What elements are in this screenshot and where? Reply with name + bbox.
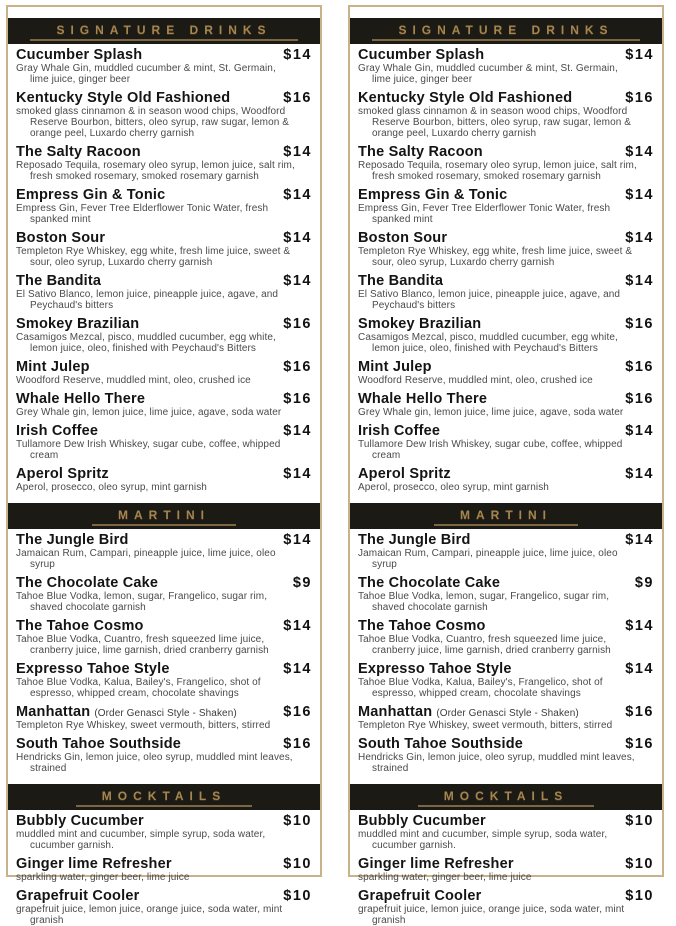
- item-name: Whale Hello There: [358, 391, 488, 407]
- section-header-mocktails: [350, 784, 662, 810]
- item-price: $16: [283, 704, 312, 720]
- menu-panel-right: [348, 5, 664, 926]
- item-head: [16, 466, 312, 482]
- item-name: The Salty Racoon: [358, 144, 483, 160]
- item-name: South Tahoe Southside: [16, 736, 182, 752]
- item-price: $14: [283, 661, 312, 677]
- item-head: [358, 813, 654, 829]
- menu-item-expresso-tahoe-style: [358, 661, 654, 699]
- item-head: [16, 273, 312, 289]
- item-price: $14: [283, 144, 312, 160]
- item-head: [16, 736, 312, 752]
- item-description: Reposado Tequila, rosemary oleo syrup, lemon juice, salt rim, fresh smoked rosemary, smoked rosemary garnish: [16, 160, 295, 182]
- item-head: [358, 359, 654, 375]
- item-price: $16: [283, 736, 312, 752]
- item-price: $9: [292, 575, 312, 591]
- section-header-mocktails: [8, 784, 320, 810]
- item-name: Expresso Tahoe Style: [16, 661, 170, 677]
- item-price: $14: [625, 47, 654, 63]
- item-price: $14: [625, 423, 654, 439]
- item-head: [358, 391, 654, 407]
- item-head: [16, 532, 312, 548]
- item-price: $16: [625, 90, 654, 106]
- item-name: Mint Julep: [16, 359, 90, 375]
- item-head: [358, 856, 654, 872]
- item-description: Templeton Rye Whiskey, egg white, fresh lime juice, sweet & sour, oleo syrup, Luxardo cherry garnish: [358, 246, 633, 268]
- menu-item-ginger-lime-refresher: [16, 856, 312, 883]
- menu-item-the-bandita: [358, 273, 654, 311]
- item-description: Woodford Reserve, muddled mint, oleo, crushed ice: [16, 375, 251, 386]
- section-items-mocktails: [350, 810, 662, 926]
- menu-item-boston-sour: [358, 230, 654, 268]
- section-title: MARTINI: [92, 505, 236, 526]
- section-header-martini: [350, 503, 662, 529]
- menu-item-whale-hello-there: [358, 391, 654, 418]
- item-name: Manhattan: [16, 704, 91, 720]
- item-description: Hendricks Gin, lemon juice, oleo syrup, muddled mint leaves, strained: [16, 752, 293, 774]
- item-head: [16, 813, 312, 829]
- item-name: Aperol Spritz: [16, 466, 109, 482]
- item-description: Aperol, prosecco, oleo syrup, mint garnish: [358, 482, 549, 493]
- item-price: $14: [625, 661, 654, 677]
- item-description: Casamigos Mezcal, pisco, muddled cucumber, egg white, lemon juice, oleo, finished with Peychaud's Bitters: [16, 332, 276, 354]
- item-head: [16, 661, 312, 677]
- menu-item-smokey-brazilian: [358, 316, 654, 354]
- section-items-signature-drinks: [8, 44, 320, 493]
- item-description: Tahoe Blue Vodka, Kalua, Bailey's, Frangelico, shot of espresso, whipped cream, chocolate shavings: [358, 677, 603, 699]
- item-name: Cucumber Splash: [358, 47, 485, 63]
- item-price: $16: [625, 736, 654, 752]
- section-items-martini: [8, 529, 320, 774]
- item-name: Bubbly Cucumber: [16, 813, 144, 829]
- item-head: [358, 230, 654, 246]
- item-description: Woodford Reserve, muddled mint, oleo, crushed ice: [358, 375, 593, 386]
- item-head: [16, 359, 312, 375]
- item-price: $14: [283, 618, 312, 634]
- item-head: [16, 704, 312, 720]
- item-name: The Bandita: [16, 273, 102, 289]
- item-head: [16, 90, 312, 106]
- item-name: Mint Julep: [358, 359, 432, 375]
- item-head: [358, 144, 654, 160]
- item-description: Templeton Rye Whiskey, sweet vermouth, bitters, stirred: [16, 720, 271, 731]
- item-head: [358, 704, 654, 720]
- item-name: Whale Hello There: [16, 391, 146, 407]
- item-price: $14: [283, 187, 312, 203]
- item-price: $14: [625, 144, 654, 160]
- menu-item-the-salty-racoon: [16, 144, 312, 182]
- item-head: [16, 888, 312, 904]
- item-price: $10: [625, 888, 654, 904]
- item-description: Empress Gin, Fever Tree Elderflower Tonic Water, fresh spanked mint: [16, 203, 269, 225]
- menu-item-ginger-lime-refresher: [358, 856, 654, 883]
- item-head: [16, 230, 312, 246]
- item-price: $14: [625, 230, 654, 246]
- item-name: Ginger lime Refresher: [16, 856, 172, 872]
- item-price: $16: [625, 359, 654, 375]
- item-name: Boston Sour: [16, 230, 106, 246]
- item-head: [16, 423, 312, 439]
- menu-item-the-chocolate-cake: [358, 575, 654, 613]
- section-header-signature-drinks: [8, 18, 320, 44]
- item-head: [358, 618, 654, 634]
- menu-item-south-tahoe-southside: [358, 736, 654, 774]
- menu-item-smokey-brazilian: [16, 316, 312, 354]
- item-description: muddled mint and cucumber, simple syrup, soda water, cucumber garnish.: [16, 829, 266, 851]
- item-head: [358, 661, 654, 677]
- item-description: Tahoe Blue Vodka, lemon, sugar, Frangelico, sugar rim, shaved chocolate garnish: [16, 591, 268, 613]
- item-name: The Jungle Bird: [358, 532, 471, 548]
- menu-item-south-tahoe-southside: [16, 736, 312, 774]
- item-name: Kentucky Style Old Fashioned: [358, 90, 573, 106]
- item-price: $10: [625, 856, 654, 872]
- item-price: $9: [634, 575, 654, 591]
- item-price: $10: [283, 888, 312, 904]
- item-name: Irish Coffee: [358, 423, 441, 439]
- item-head: [358, 466, 654, 482]
- item-head: [16, 316, 312, 332]
- item-price: $16: [283, 391, 312, 407]
- section-items-mocktails: [8, 810, 320, 926]
- item-description: Empress Gin, Fever Tree Elderflower Tonic Water, fresh spanked mint: [358, 203, 611, 225]
- item-description: Gray Whale Gin, muddled cucumber & mint, St. Germain, lime juice, ginger beer: [16, 63, 276, 85]
- item-head: [16, 47, 312, 63]
- item-name: Grapefruit Cooler: [358, 888, 482, 904]
- item-description: Reposado Tequila, rosemary oleo syrup, lemon juice, salt rim, fresh smoked rosemary, smoked rosemary garnish: [358, 160, 637, 182]
- item-description: El Sativo Blanco, lemon juice, pineapple juice, agave, and Peychaud's bitters: [16, 289, 279, 311]
- menu-item-manhattan: [358, 704, 654, 731]
- item-description: Jamaican Rum, Campari, pineapple juice, lime juice, oleo syrup: [16, 548, 276, 570]
- menu-item-the-jungle-bird: [358, 532, 654, 570]
- item-name: Irish Coffee: [16, 423, 99, 439]
- item-head: [358, 888, 654, 904]
- section-title: SIGNATURE DRINKS: [372, 20, 639, 41]
- item-price: $16: [283, 316, 312, 332]
- item-name: Manhattan: [358, 704, 433, 720]
- menu-item-the-chocolate-cake: [16, 575, 312, 613]
- item-description: smoked glass cinnamon & in season wood chips, Woodford Reserve Bourbon, bitters, oleo syrup, raw sugar, lemon & orange peel, Luxardo cherry garnish: [358, 106, 632, 139]
- item-price: $14: [283, 273, 312, 289]
- menu-item-the-salty-racoon: [358, 144, 654, 182]
- item-name: Ginger lime Refresher: [358, 856, 514, 872]
- item-price: $16: [625, 704, 654, 720]
- menu-item-empress-gin-tonic: [358, 187, 654, 225]
- item-price: $14: [625, 532, 654, 548]
- item-name: The Chocolate Cake: [16, 575, 159, 591]
- item-price: $14: [625, 273, 654, 289]
- menu-item-the-tahoe-cosmo: [358, 618, 654, 656]
- item-note: (Order Genasci Style - Shaken): [436, 708, 579, 719]
- menu-item-empress-gin-tonic: [16, 187, 312, 225]
- item-name: Empress Gin & Tonic: [358, 187, 508, 203]
- item-name: Bubbly Cucumber: [358, 813, 486, 829]
- item-price: $14: [283, 532, 312, 548]
- item-name: Boston Sour: [358, 230, 448, 246]
- menu-item-cucumber-splash: [358, 47, 654, 85]
- item-description: sparkling water, ginger beer, lime juice: [16, 872, 190, 883]
- item-description: Jamaican Rum, Campari, pineapple juice, lime juice, oleo syrup: [358, 548, 618, 570]
- item-price: $14: [283, 47, 312, 63]
- item-head: [16, 856, 312, 872]
- item-description: Aperol, prosecco, oleo syrup, mint garnish: [16, 482, 207, 493]
- item-price: $14: [625, 618, 654, 634]
- item-description: Templeton Rye Whiskey, sweet vermouth, bitters, stirred: [358, 720, 613, 731]
- menu-item-mint-julep: [358, 359, 654, 386]
- item-price: $14: [625, 187, 654, 203]
- item-price: $14: [283, 466, 312, 482]
- item-name: South Tahoe Southside: [358, 736, 524, 752]
- item-price: $16: [625, 316, 654, 332]
- item-description: smoked glass cinnamon & in season wood chips, Woodford Reserve Bourbon, bitters, oleo syrup, raw sugar, lemon & orange peel, Luxardo cherry garnish: [16, 106, 290, 139]
- item-head: [358, 273, 654, 289]
- item-description: muddled mint and cucumber, simple syrup, soda water, cucumber garnish.: [358, 829, 608, 851]
- section-title: MOCKTAILS: [76, 786, 252, 807]
- item-price: $14: [283, 423, 312, 439]
- item-description: Templeton Rye Whiskey, egg white, fresh lime juice, sweet & sour, oleo syrup, Luxardo cherry garnish: [16, 246, 291, 268]
- item-name: The Jungle Bird: [16, 532, 129, 548]
- item-name: Cucumber Splash: [16, 47, 143, 63]
- item-description: El Sativo Blanco, lemon juice, pineapple juice, agave, and Peychaud's bitters: [358, 289, 621, 311]
- menu-item-the-bandita: [16, 273, 312, 311]
- item-price: $10: [283, 856, 312, 872]
- section-items-martini: [350, 529, 662, 774]
- menu-item-the-jungle-bird: [16, 532, 312, 570]
- item-head: [16, 144, 312, 160]
- item-head: [358, 187, 654, 203]
- item-description: Gray Whale Gin, muddled cucumber & mint, St. Germain, lime juice, ginger beer: [358, 63, 618, 85]
- item-description: Hendricks Gin, lemon juice, oleo syrup, muddled mint leaves, strained: [358, 752, 635, 774]
- item-head: [358, 532, 654, 548]
- item-head: [358, 47, 654, 63]
- item-description: Tahoe Blue Vodka, Kalua, Bailey's, Frangelico, shot of espresso, whipped cream, chocolate shavings: [16, 677, 261, 699]
- menu-item-whale-hello-there: [16, 391, 312, 418]
- item-description: Tahoe Blue Vodka, Cuantro, fresh squeezed lime juice, cranberry juice, lime garnish, dried cranberry garnish: [16, 634, 269, 656]
- menu-item-boston-sour: [16, 230, 312, 268]
- menu-item-bubbly-cucumber: [16, 813, 312, 851]
- item-price: $16: [283, 90, 312, 106]
- item-description: sparkling water, ginger beer, lime juice: [358, 872, 532, 883]
- item-price: $16: [625, 391, 654, 407]
- item-name: Grapefruit Cooler: [16, 888, 140, 904]
- item-description: Tullamore Dew Irish Whiskey, sugar cube, coffee, whipped cream: [358, 439, 623, 461]
- item-description: Tahoe Blue Vodka, lemon, sugar, Frangelico, sugar rim, shaved chocolate garnish: [358, 591, 610, 613]
- item-description: grapefruit juice, lemon juice, orange juice, soda water, mint granish: [16, 904, 283, 926]
- item-description: Tullamore Dew Irish Whiskey, sugar cube, coffee, whipped cream: [16, 439, 281, 461]
- item-price: $10: [625, 813, 654, 829]
- item-description: Grey Whale gin, lemon juice, lime juice, agave, soda water: [358, 407, 624, 418]
- item-name: The Bandita: [358, 273, 444, 289]
- menu-item-expresso-tahoe-style: [16, 661, 312, 699]
- item-price: $14: [625, 466, 654, 482]
- item-note: (Order Genasci Style - Shaken): [94, 708, 237, 719]
- section-items-signature-drinks: [350, 44, 662, 493]
- menu-item-manhattan: [16, 704, 312, 731]
- item-name: The Tahoe Cosmo: [358, 618, 486, 634]
- section-title: SIGNATURE DRINKS: [30, 20, 297, 41]
- item-name: Expresso Tahoe Style: [358, 661, 512, 677]
- item-name: Smokey Brazilian: [358, 316, 482, 332]
- section-title: MARTINI: [434, 505, 578, 526]
- menu-item-irish-coffee: [358, 423, 654, 461]
- menu-item-the-tahoe-cosmo: [16, 618, 312, 656]
- item-name: The Tahoe Cosmo: [16, 618, 144, 634]
- menu-item-bubbly-cucumber: [358, 813, 654, 851]
- item-head: [16, 187, 312, 203]
- item-head: [358, 575, 654, 591]
- item-name: Aperol Spritz: [358, 466, 451, 482]
- menu-item-mint-julep: [16, 359, 312, 386]
- item-head: [358, 736, 654, 752]
- section-title: MOCKTAILS: [418, 786, 594, 807]
- item-head: [16, 618, 312, 634]
- menu-item-aperol-spritz: [16, 466, 312, 493]
- item-description: grapefruit juice, lemon juice, orange juice, soda water, mint granish: [358, 904, 625, 926]
- menu-item-aperol-spritz: [358, 466, 654, 493]
- item-name: The Salty Racoon: [16, 144, 141, 160]
- item-head: [358, 423, 654, 439]
- item-price: $10: [283, 813, 312, 829]
- item-head: [16, 575, 312, 591]
- menu-item-irish-coffee: [16, 423, 312, 461]
- item-price: $16: [283, 359, 312, 375]
- item-head: [358, 90, 654, 106]
- menu-item-cucumber-splash: [16, 47, 312, 85]
- menu-item-kentucky-style-old-fashioned: [358, 90, 654, 139]
- item-name: The Chocolate Cake: [358, 575, 501, 591]
- item-head: [16, 391, 312, 407]
- item-name: Empress Gin & Tonic: [16, 187, 166, 203]
- section-header-signature-drinks: [350, 18, 662, 44]
- section-header-martini: [8, 503, 320, 529]
- menu-panel-left: [6, 5, 322, 926]
- menu-item-grapefruit-cooler: [16, 888, 312, 926]
- menu-item-grapefruit-cooler: [358, 888, 654, 926]
- item-head: [358, 316, 654, 332]
- item-price: $14: [283, 230, 312, 246]
- menu-item-kentucky-style-old-fashioned: [16, 90, 312, 139]
- item-name: Smokey Brazilian: [16, 316, 140, 332]
- item-description: Casamigos Mezcal, pisco, muddled cucumber, egg white, lemon juice, oleo, finished with Peychaud's Bitters: [358, 332, 618, 354]
- item-name: Kentucky Style Old Fashioned: [16, 90, 231, 106]
- item-description: Grey Whale gin, lemon juice, lime juice, agave, soda water: [16, 407, 282, 418]
- item-description: Tahoe Blue Vodka, Cuantro, fresh squeezed lime juice, cranberry juice, lime garnish, dried cranberry garnish: [358, 634, 611, 656]
